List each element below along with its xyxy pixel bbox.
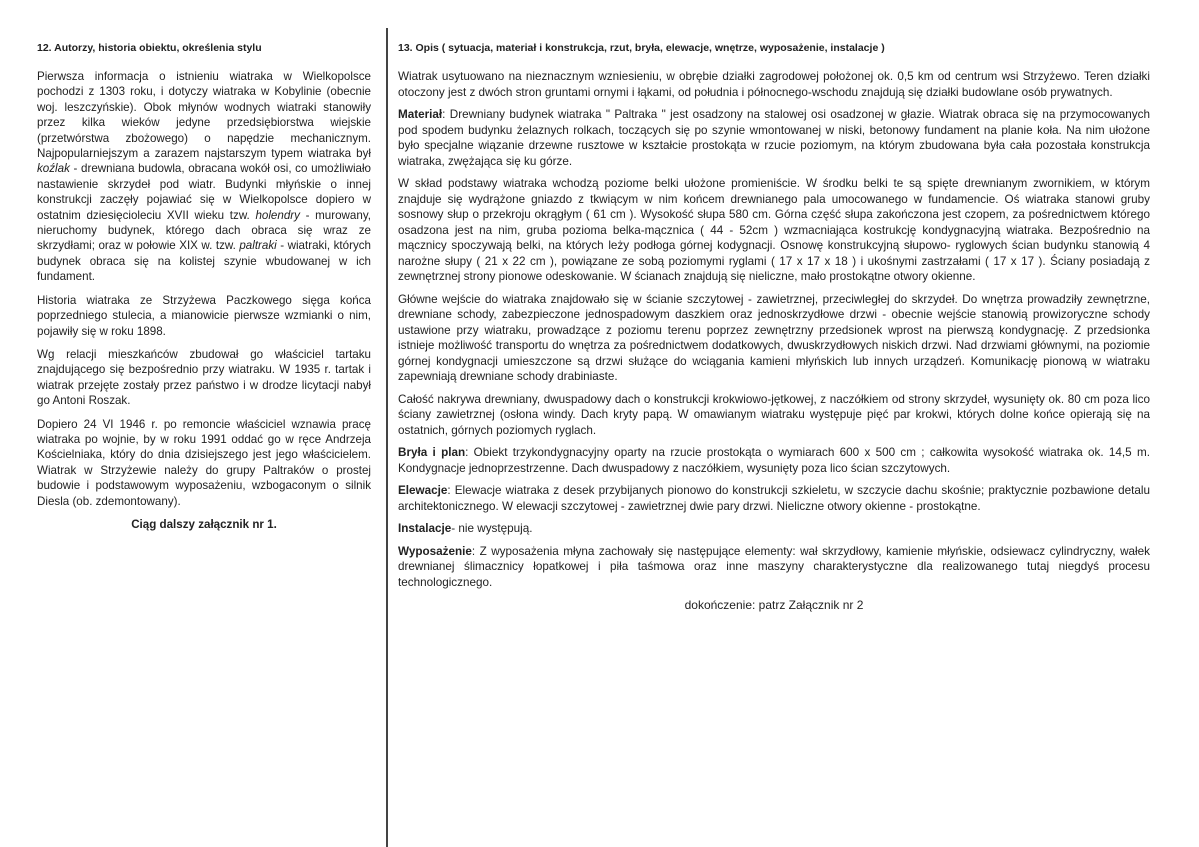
elewacje-text: : Elewacje wiatraka z desek przybijanych pionowo do konstrukcji szkieletu, w szczycie dachu skośnie; praktycznie pozbawione detalu architektonicznego. W elewacji szczytowej - zawietrznej dwie pary drzwi. Nieliczne otwory okienne - prostokątne.	[398, 484, 1150, 513]
elewacje-paragraph	[398, 483, 1150, 514]
left-column	[37, 40, 371, 533]
location-paragraph: Wiatrak usytuowano na nieznacznym wzniesieniu, w obrębie działki zagrodowej położonej ok. 0,5 km od centrum wsi Strzyżewo. Teren działki otoczony jest z dwóch stron gruntami ornymi i łąkami, od południa i północnego-wschodu znajdują się działki budowlane osób prywatnych.	[398, 70, 1150, 99]
term-holendry: holendry	[255, 208, 300, 222]
column-divider	[386, 28, 388, 847]
history-text-a: Pierwsza informacja o istnieniu wiatraka w Wielkopolsce pochodzi z 1303 roku, i dotyczy wiatraka w Kobylinie (obecnie woj. leszczyńskie). Obok młynów wodnych wiatraki stanowiły przez kilka wieków jedyne przedsiębiorstwa wiejskie (przetwórstwa zbożowego) o napędzie mechanicznym. Najpopularniejszym a zarazem najstarszym typem wiatraka był	[37, 70, 371, 161]
term-paltraki: paltraki	[239, 239, 277, 253]
history-paragraph-2: Historia wiatraka ze Strzyżewa Paczkowego sięga końca poprzedniego stulecia, a mianowicie pierwsze wzmianki o nim, pojawiły się w roku 1898.	[37, 293, 371, 338]
history-text-b: - drewniana budowla, obracana wokół osi, co umożliwiało nastawienie skrzydeł pod wiatr. Budynki młyńskie o innej konstrukcji zaczęły pojawiać się w Wielkopolsce dopiero w ostatnim dziesięcioleciu XVII wieku tzw.	[37, 162, 371, 222]
history-text-c: - murowany, nieruchomy budynek, którego dach obraca się wraz ze skrzydłami; oraz w połowie XIX w. tzw.	[37, 208, 371, 253]
history-paragraph-1	[37, 69, 371, 285]
term-koziak: koźlak	[37, 162, 70, 176]
history-paragraph-3: Wg relacji mieszkańców zbudował go właściciel tartaku znajdującego się bezpośrednio przy wiatraku. W 1935 r. tartak i wiatrak przejęte zostały przez państwo i w drodze licytacji nabył go Antoni Roszak.	[37, 347, 371, 408]
wyposazenie-label: Wyposażenie	[398, 544, 472, 558]
material-label: Materiał	[398, 108, 443, 121]
wyposazenie-paragraph	[398, 544, 1150, 591]
right-heading: 13. Opis ( sytuacja, materiał i konstrukcja, rzut, bryła, elewacje, wnętrze, wyposażenie, instalacje )	[398, 42, 885, 54]
material-text: : Drewniany budynek wiatraka " Paltraka " jest osadzony na stalowej osi osadzonej w głazie. Wiatrak obraca się na przymocowanych pod spodem budynku żelaznych rolkach, toczących się po szynie wmontowanej w niski, betonowy fundament na planie koła. Na nim ułożone było specjalne wiązanie drzewne rusztowe w kształcie prostokąta w rzucie poziomym, na którym zbudowana była cała pozostała konstrukcja wiatraka, zwężająca się ku górze.	[398, 108, 1150, 168]
right-column	[398, 40, 1150, 613]
history-text-d: - wiatraki, których budynek obraca się na kolistej szynie wbudowanej w ich fundament.	[37, 239, 371, 284]
entrance-paragraph: Główne wejście do wiatraka znajdowało się w ścianie szczytowej - zawietrznej, przeciwległej do skrzydeł. Do wnętrza prowadziły zewnętrzne, drewniane schody, zabezpieczone jednospadowym daszkiem oraz jednoskrzydłowe drzwi - obecnie wejście stanowią prowizoryczne schody ustawione przy wiatraku, prowadzące z poziomu terenu poprzez zewnętrzny przedsionek wprost na pierwszą kondygnację. Z przedsionka istnieje możliwość transportu do wnętrza za pośrednictwem dodatkowych, dwuskrzydłowych niskich drzwi. Nad drzwiami głównymi, na poziomie górnej kondygnacji umieszczone są drzwi służące do wciągania kamieni młyńskich lub innych urządzeń. Komunikację pionową w wiatraku zapewniają drewniane schody drabiniaste.	[398, 292, 1150, 383]
instalacje-text: - nie występują.	[451, 522, 533, 535]
wyposazenie-text: : Z wyposażenia młyna zachowały się następujące elementy: wał skrzydłowy, kamienie młyńskie, odsiewacz cylindryczny, wałek drewnianej ślimacznicy łopatkowej i piła taśmowa oraz inne maszyny charakterystyczne dla realizowanego tutaj niegdyś procesu technologicznego.	[398, 544, 1150, 589]
bryla-text: : Obiekt trzykondygnacyjny oparty na rzucie prostokąta o wymiarach 600 x 500 cm ; całkowita wysokość wiatraka ok. 14,5 m. Kondygnacje jednoprzestrzenne. Dach dwuspadowy z naczółkiem, wysunięty poza lico ścian szczytowych.	[398, 446, 1150, 475]
instalacje-label: Instalacje	[398, 522, 452, 535]
bryla-label: Bryła i plan	[398, 446, 466, 459]
structure-paragraph: W skład podstawy wiatraka wchodzą poziome belki ułożone promieniście. W środku belki te są spięte drewnianym zwornikiem, w którym znajduje się wydrążone gniazdo z tkwiącym w nim końcem drewnianego pala umocowanego w fundamencie. Oś wiatraka stanowi gruby sosnowy słup o przekroju okrągłym ( 61 cm ). Wysokość słupa 580 cm. Górna część słupa zakończona jest czopem, za pośrednictwem którego osadzona jest na nim, gruba pozioma belka-mącznica ( 44 - 52cm ) wzmacniająca kostrukcję kondygnacyjną wiatraka. Bezpośrednio na mącznicy spoczywają belki, na których leży podłoga górnej kodygnacji. Osnowę konstrukcyjną słupowo- ryglowych ścian budynku stanowią 4 narożne słupy ( 21 x 22 cm ), powiązane ze sobą poziomymi ryglami ( 17 x 17 x 18 ) i ukośnymi zastrzałami ( 17 x 17 ). Ściany posiadają z zewnętrznej strony pionowe odeskowanie. W ścianach znajdują się nieliczne, mało prostokątne otwory okienne.	[398, 177, 1150, 283]
left-continued-note: Ciąg dalszy załącznik nr 1.	[131, 517, 277, 531]
elewacje-label: Elewacje	[398, 484, 448, 497]
history-paragraph-4: Dopiero 24 VI 1946 r. po remoncie właściciel wznawia pracę wiatraka po wojnie, by w roku 1991 oddać go w ręce Andrzeja Kościelniaka, który do dnia dzisiejszego jest jego właścicielem. Wiatrak w Strzyżewie należy do grupy Paltraków o prostej budowie i podstawowym wyposażeniu, wzbogaconym o silnik Diesla (ob. zdemontowany).	[37, 417, 371, 508]
roof-paragraph: Całość nakrywa drewniany, dwuspadowy dach o konstrukcji krokwiowo-jętkowej, z naczółkiem od strony skrzydeł, wysunięty ok. 80 cm poza lico ściany zawietrznej (osłona windy. Dach kryty papą. W omawianym wiatraku występuje pięć par krokwi, których dolne końce opierają się na ostatnich, górnych poziomych ryglach.	[398, 392, 1150, 437]
left-heading: 12. Autorzy, historia obiektu, określenia stylu	[37, 42, 262, 54]
bryla-paragraph	[398, 445, 1150, 476]
right-continued-note: dokończenie: patrz Załącznik nr 2	[684, 598, 864, 612]
instalacje-paragraph	[398, 521, 1150, 537]
material-paragraph	[398, 107, 1150, 169]
